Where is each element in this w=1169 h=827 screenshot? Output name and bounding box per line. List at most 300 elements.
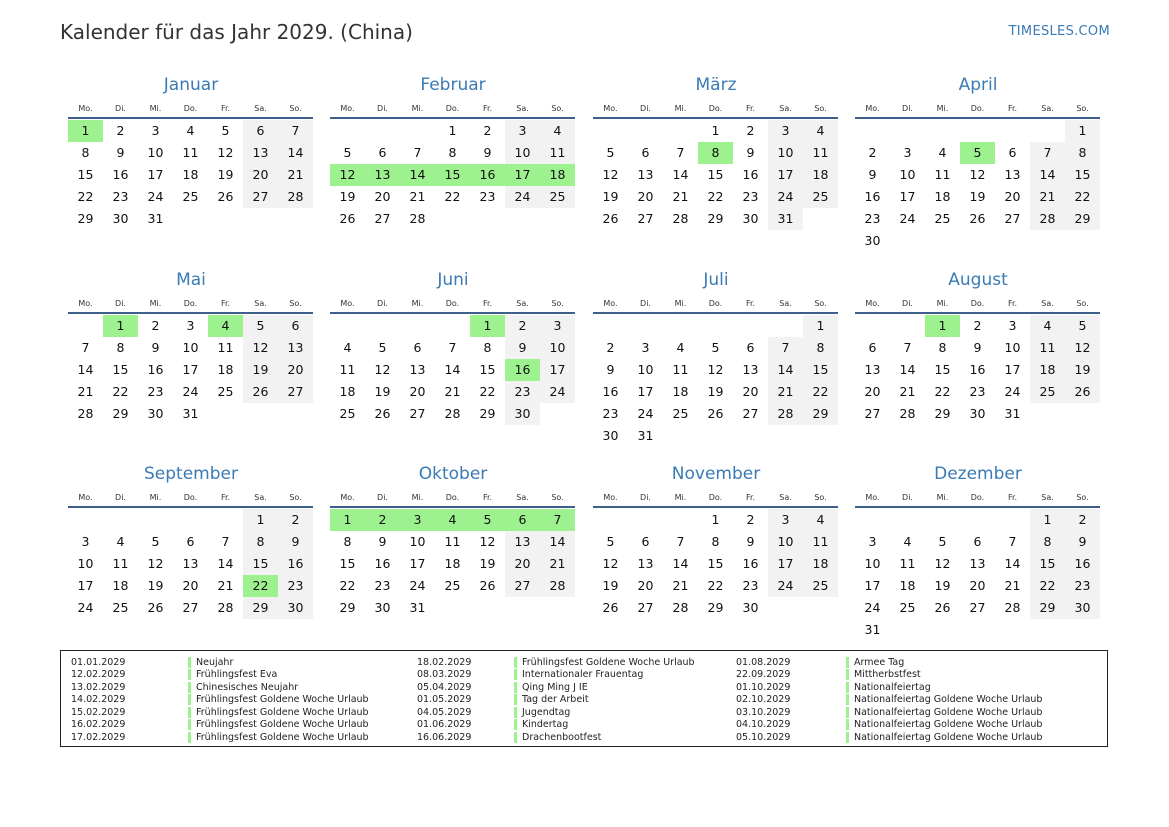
day-cell: 16 [742,556,759,571]
holiday-name: Nationalfeiertag Goldene Woche Urlaub [846,694,1042,705]
weekday-label: Sa. [254,298,267,308]
day-cell: 21 [540,553,575,575]
day-cell: 13 [409,362,426,377]
holiday-row [71,706,369,719]
weekday-label: Mi. [411,298,424,308]
month-name: Februar [420,75,486,95]
header-rule [593,312,838,314]
day-cell: 29 [77,211,94,226]
day-cell: 2 [505,315,540,337]
day-cell: 5 [243,315,278,337]
month-9 [68,463,313,619]
day-cell: 10 [768,142,803,164]
weekday-header [855,294,1100,312]
day-cell: 23 [479,189,496,204]
empty-cell [855,315,890,337]
day-cell: 27 [742,406,759,421]
day-cell: 30 [742,211,759,226]
weekday-label: Fr. [745,103,756,113]
day-cell: 10 [409,534,426,549]
month-name: Juli [703,270,729,290]
holiday-day-cell: 1 [925,315,960,337]
day-cell: 21 [1030,186,1065,208]
day-cell: 1 [448,123,457,138]
day-cell: 8 [1065,142,1100,164]
day-cell: 17 [182,362,199,377]
empty-cell [855,509,890,531]
day-cell: 20 [505,553,540,575]
holiday-day-cell: 1 [330,509,365,531]
day-cell: 27 [278,381,313,403]
day-cell: 13 [969,556,986,571]
day-cell: 3 [540,315,575,337]
day-cell: 9 [116,145,125,160]
day-cell: 24 [147,189,164,204]
day-grid [330,120,575,230]
day-cell: 11 [672,362,689,377]
weekday-label: Sa. [254,103,267,113]
day-cell: 10 [505,142,540,164]
day-cell: 17 [540,359,575,381]
day-cell: 2 [116,123,125,138]
holiday-date: 03.10.2029 [736,706,791,718]
day-cell: 22 [479,384,496,399]
weekday-label: Fr. [220,492,231,502]
weekday-label: Do. [445,298,460,308]
day-cell: 28 [540,575,575,597]
day-cell: 7 [903,340,912,355]
month-10 [330,463,575,619]
weekday-label: Do. [970,103,985,113]
day-cell: 15 [1030,553,1065,575]
day-cell: 13 [637,556,654,571]
month-8 [855,269,1100,425]
weekday-label: Sa. [1041,298,1054,308]
day-cell: 16 [602,384,619,399]
empty-cell [960,120,995,142]
weekday-header [330,488,575,506]
day-cell: 28 [444,406,461,421]
holiday-date: 13.02.2029 [71,681,126,693]
day-cell: 4 [676,340,685,355]
holiday-name: Jugendtag [514,707,570,718]
day-cell: 23 [147,384,164,399]
day-cell: 20 [243,164,278,186]
weekday-label: Do. [183,298,198,308]
day-cell: 24 [540,381,575,403]
day-cell: 11 [217,340,234,355]
day-cell: 22 [803,381,838,403]
day-cell: 12 [934,556,951,571]
weekday-label: Fr. [1007,298,1018,308]
weekday-label: So. [551,103,564,113]
day-grid [330,315,575,425]
holiday-day-cell: 16 [470,164,505,186]
day-cell: 21 [409,189,426,204]
weekday-label: So. [814,492,827,502]
day-cell: 11 [934,167,951,182]
header-rule [593,117,838,119]
month-name: Januar [163,75,219,95]
day-cell: 7 [676,145,685,160]
day-cell: 23 [112,189,129,204]
day-cell: 19 [969,189,986,204]
day-cell: 23 [742,189,759,204]
day-cell: 9 [868,167,877,182]
day-cell: 14 [278,142,313,164]
day-cell: 14 [217,556,234,571]
empty-cell [593,509,628,531]
weekday-header [68,99,313,117]
empty-cell [400,315,435,337]
day-cell: 5 [151,534,160,549]
holiday-name: Frühlingsfest Eva [188,669,277,680]
day-cell: 18 [112,578,129,593]
empty-cell [995,509,1030,531]
day-cell: 6 [641,534,650,549]
day-cell: 6 [278,315,313,337]
day-cell: 22 [707,578,724,593]
day-cell: 7 [413,145,422,160]
empty-cell [663,120,698,142]
weekday-label: Mo. [865,298,880,308]
weekday-label: Fr. [220,103,231,113]
day-cell: 19 [602,189,619,204]
day-cell: 27 [637,600,654,615]
weekday-label: Mo. [340,298,355,308]
day-cell: 25 [1030,381,1065,403]
day-cell: 10 [864,556,881,571]
day-cell: 26 [339,211,356,226]
holiday-name: Internationaler Frauentag [514,669,643,680]
day-cell: 11 [899,556,916,571]
weekday-header [855,488,1100,506]
day-cell: 27 [637,211,654,226]
day-cell: 27 [409,406,426,421]
day-cell: 25 [182,189,199,204]
day-cell: 17 [637,384,654,399]
holiday-row [417,681,695,694]
month-2 [330,74,575,230]
holiday-date: 01.08.2029 [736,656,791,668]
header-rule [855,117,1100,119]
empty-cell [435,315,470,337]
day-cell: 1 [1065,120,1100,142]
weekday-label: So. [289,298,302,308]
day-cell: 14 [1004,556,1021,571]
day-cell: 30 [505,403,540,425]
day-cell: 18 [444,556,461,571]
weekday-label: Mi. [936,103,949,113]
day-cell: 4 [343,340,352,355]
day-cell: 25 [339,406,356,421]
day-cell: 21 [672,189,689,204]
day-cell: 14 [77,362,94,377]
day-cell: 2 [868,145,877,160]
day-cell: 6 [413,340,422,355]
month-name: Mai [176,270,206,290]
day-cell: 6 [378,145,387,160]
day-cell: 4 [903,534,912,549]
weekday-label: Do. [708,103,723,113]
day-cell: 30 [278,597,313,619]
day-cell: 8 [938,340,947,355]
day-cell: 14 [672,556,689,571]
holiday-day-cell: 8 [698,142,733,164]
day-cell: 1 [711,512,720,527]
weekday-label: Do. [708,298,723,308]
holiday-name: Drachenbootfest [514,732,601,743]
month-5 [68,269,313,425]
day-cell: 27 [969,600,986,615]
weekday-label: Di. [640,103,651,113]
day-cell: 13 [243,142,278,164]
weekday-header [855,99,1100,117]
day-cell: 15 [77,167,94,182]
day-cell: 28 [899,406,916,421]
day-cell: 19 [147,578,164,593]
day-cell: 17 [77,578,94,593]
day-cell: 5 [711,340,720,355]
day-cell: 13 [278,337,313,359]
day-cell: 16 [278,553,313,575]
holiday-row [417,706,695,719]
day-cell: 21 [899,384,916,399]
holiday-day-cell: 1 [68,120,103,142]
day-cell: 2 [151,318,160,333]
holiday-day-cell: 1 [470,315,505,337]
holiday-column-2 [417,656,695,744]
header-rule [593,506,838,508]
day-cell: 4 [938,145,947,160]
day-cell: 4 [803,509,838,531]
empty-cell [698,315,733,337]
day-cell: 28 [672,600,689,615]
day-cell: 28 [768,403,803,425]
day-cell: 13 [505,531,540,553]
holiday-date: 12.02.2029 [71,669,126,681]
day-cell: 28 [77,406,94,421]
day-cell: 6 [973,534,982,549]
weekday-label: Mi. [674,492,687,502]
holiday-row [71,669,369,682]
holiday-name: Frühlingsfest Goldene Woche Urlaub [188,707,369,718]
day-cell: 18 [182,167,199,182]
weekday-label: So. [1076,103,1089,113]
holiday-row [417,731,695,744]
day-cell: 29 [479,406,496,421]
day-cell: 26 [147,600,164,615]
empty-cell [890,315,925,337]
day-cell: 23 [278,575,313,597]
empty-cell [628,509,663,531]
day-cell: 28 [217,600,234,615]
day-cell: 25 [934,211,951,226]
day-cell: 18 [934,189,951,204]
holiday-row [71,694,369,707]
day-cell: 3 [1008,318,1017,333]
day-cell: 25 [803,575,838,597]
day-cell: 31 [864,622,881,637]
empty-cell [925,120,960,142]
day-cell: 16 [374,556,391,571]
month-7 [593,269,838,447]
day-cell: 24 [1004,384,1021,399]
day-cell: 11 [803,531,838,553]
empty-cell [138,509,173,531]
month-1 [68,74,313,230]
day-cell: 20 [637,189,654,204]
day-cell: 11 [444,534,461,549]
weekday-label: Sa. [516,298,529,308]
holiday-day-cell: 1 [103,315,138,337]
day-cell: 8 [1030,531,1065,553]
empty-cell [365,120,400,142]
weekday-header [593,488,838,506]
day-cell: 26 [707,406,724,421]
day-cell: 20 [278,359,313,381]
day-cell: 31 [1004,406,1021,421]
day-cell: 17 [1004,362,1021,377]
holiday-row [736,656,1042,669]
day-cell: 12 [707,362,724,377]
holiday-name: Frühlingsfest Goldene Woche Urlaub [188,694,369,705]
day-cell: 11 [112,556,129,571]
day-cell: 23 [969,384,986,399]
day-cell: 15 [707,556,724,571]
day-cell: 22 [444,189,461,204]
weekday-label: Sa. [779,492,792,502]
weekday-label: Do. [708,492,723,502]
day-cell: 29 [339,600,356,615]
day-cell: 9 [505,337,540,359]
empty-cell [663,315,698,337]
weekday-label: So. [551,298,564,308]
weekday-label: Mi. [149,298,162,308]
weekday-label: Mi. [411,103,424,113]
day-cell: 4 [186,123,195,138]
day-cell: 19 [1065,359,1100,381]
day-cell: 18 [672,384,689,399]
day-cell: 28 [1030,208,1065,230]
weekday-label: Mo. [865,492,880,502]
day-cell: 19 [934,578,951,593]
holiday-row [417,669,695,682]
day-cell: 30 [742,600,759,615]
holiday-date: 17.02.2029 [71,731,126,743]
day-cell: 22 [1030,575,1065,597]
holiday-name: Kindertag [514,719,568,730]
day-cell: 3 [768,120,803,142]
day-cell: 26 [934,600,951,615]
day-cell: 7 [448,340,457,355]
day-cell: 26 [602,600,619,615]
day-cell: 29 [934,406,951,421]
month-3 [593,74,838,230]
day-cell: 23 [374,578,391,593]
day-cell: 11 [339,362,356,377]
day-cell: 26 [479,578,496,593]
day-grid [593,315,838,447]
day-cell: 17 [864,578,881,593]
day-cell: 26 [1065,381,1100,403]
holiday-name: Neujahr [188,657,233,668]
day-cell: 15 [803,359,838,381]
day-cell: 10 [540,337,575,359]
day-cell: 14 [768,359,803,381]
holiday-date: 02.10.2029 [736,694,791,706]
month-name: August [948,270,1008,290]
weekday-label: Di. [902,492,913,502]
day-cell: 31 [147,211,164,226]
weekday-label: So. [551,492,564,502]
day-cell: 20 [374,189,391,204]
holiday-day-cell: 17 [505,164,540,186]
site-link[interactable]: TIMESLES.COM [1008,24,1110,39]
day-cell: 29 [1030,597,1065,619]
day-cell: 5 [606,145,615,160]
day-cell: 9 [746,145,755,160]
holiday-day-cell: 14 [400,164,435,186]
day-cell: 8 [483,340,492,355]
day-cell: 29 [707,600,724,615]
holiday-date: 16.06.2029 [417,731,472,743]
weekday-label: Mi. [149,492,162,502]
day-cell: 9 [378,534,387,549]
weekday-label: Di. [115,492,126,502]
weekday-label: Mi. [674,298,687,308]
empty-cell [593,120,628,142]
day-cell: 15 [112,362,129,377]
weekday-label: Mo. [78,298,93,308]
day-cell: 30 [112,211,129,226]
day-cell: 12 [147,556,164,571]
day-cell: 29 [243,597,278,619]
holiday-row [736,669,1042,682]
empty-cell [330,120,365,142]
header-rule [68,117,313,119]
day-cell: 19 [374,384,391,399]
weekday-header [68,294,313,312]
holiday-name: Nationalfeiertag [846,682,931,693]
day-cell: 17 [768,553,803,575]
holiday-day-cell: 6 [505,509,540,531]
day-grid [593,509,838,619]
day-cell: 10 [637,362,654,377]
empty-cell [855,120,890,142]
day-cell: 15 [707,167,724,182]
day-cell: 1 [1030,509,1065,531]
day-cell: 15 [934,362,951,377]
day-cell: 26 [602,211,619,226]
day-cell: 23 [742,578,759,593]
holiday-list [60,650,1108,747]
day-cell: 13 [182,556,199,571]
day-cell: 7 [1030,142,1065,164]
day-cell: 16 [147,362,164,377]
day-cell: 17 [899,189,916,204]
day-cell: 14 [672,167,689,182]
day-cell: 18 [1030,359,1065,381]
holiday-column-1 [71,656,369,744]
holiday-day-cell: 15 [435,164,470,186]
holiday-day-cell: 13 [365,164,400,186]
day-cell: 24 [505,186,540,208]
day-cell: 22 [707,189,724,204]
weekday-label: So. [1076,492,1089,502]
day-cell: 31 [768,208,803,230]
holiday-date: 22.09.2029 [736,669,791,681]
